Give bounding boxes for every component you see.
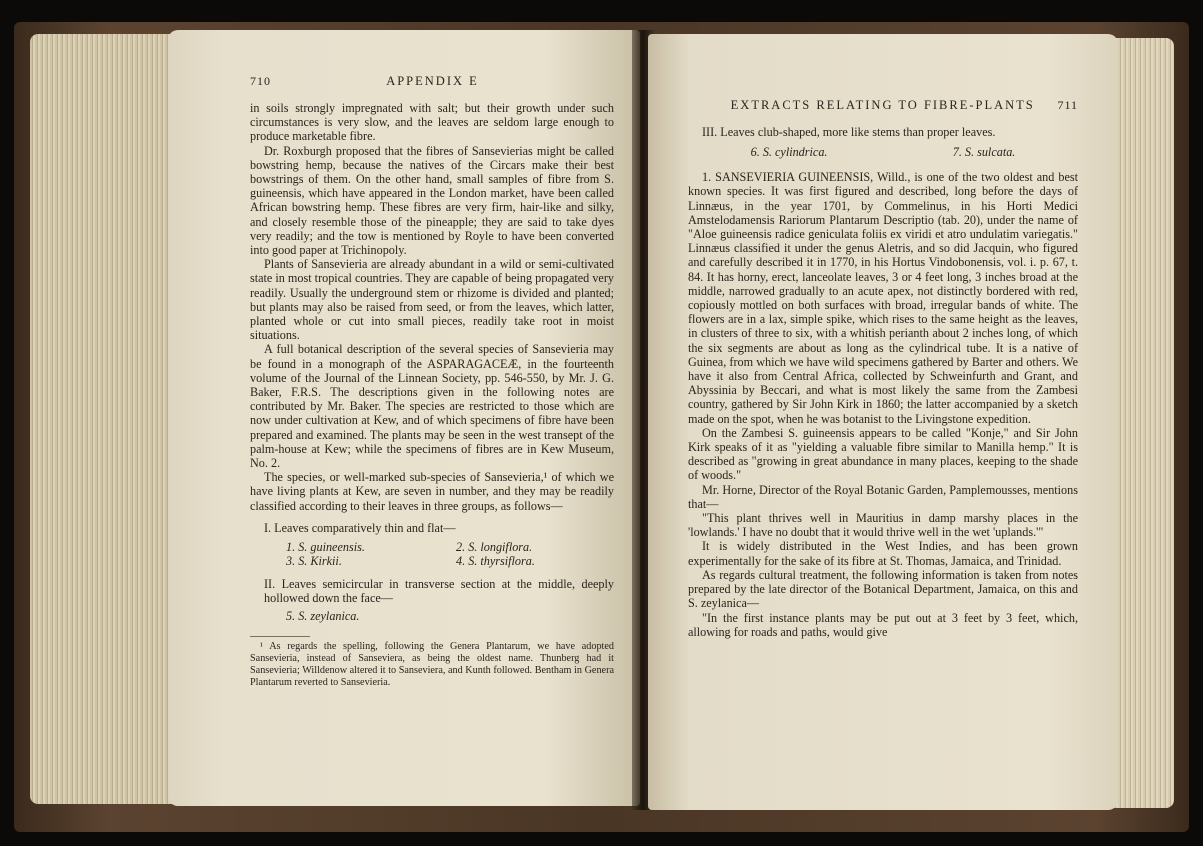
quotation: "This plant thrives well in Mauritius in damp marshy places in the 'lowlands.' I have no doubt that it would thrive well in the wet 'uplands.'"	[688, 511, 1078, 540]
running-head-right: EXTRACTS RELATING TO FIBRE-PLANTS	[730, 98, 1035, 112]
paragraph: As regards cultural treatment, the following information is taken from notes prepared by the late director of the Botanical Department, Jamaica, on this and S. zeylanica—	[688, 567, 1078, 611]
footnote	[250, 641, 614, 689]
footnote-rule	[250, 636, 310, 637]
paragraph: The species, or well-marked sub-species of Sansevieria,¹ of which we have living plants at Kew, are seven in number, and they may be readily classified according to their leaves in three groups, as follows—	[250, 470, 614, 513]
species-item: 3. S. Kirkii.	[286, 554, 342, 569]
page-number-right: 711	[1057, 98, 1078, 112]
species-item: 1. S. guineensis.	[286, 539, 365, 554]
paragraph: Mr. Horne, Director of the Royal Botanic Garden, Pamplemousses, mentions that—	[688, 482, 1078, 511]
group-1-heading: I. Leaves comparatively thin and flat—	[264, 520, 456, 535]
paragraph: On the Zambesi S. guineensis appears to be called "Konje," and Sir John Kirk speaks of it as "yielding a valuable fibre similar to Manilla hemp." It is described as "growing in great abundance in many places, keeping to the shade of woods."	[688, 425, 1078, 483]
paragraph: in soils strongly impregnated with salt; but their growth under such circumstances is very slow, and the leaves are seldom large enough to produce marketable fibre.	[250, 101, 614, 144]
species-item: 4. S. thyrsiflora.	[456, 554, 535, 569]
running-head-left: APPENDIX E	[386, 74, 479, 88]
paragraph: Dr. Roxburgh proposed that the fibres of Sansevierias might be called bowstring hemp, because the natives of the Circars make their best bowstrings of them. On the other hand, small samples of fibre from S. guineensis, which have appeared in the London market, have been called African bowstring hemp. These fibres are very firm, hair-like and silky, and closely resemble those of the pineapple; they are said to take dyes very readily; and the tow is mentioned by Royle to have been converted into good paper at Trichinopoly.	[250, 143, 614, 258]
group-3-species-list	[688, 145, 1078, 160]
species-item: 7. S. sulcata.	[952, 145, 1016, 160]
group-3-heading	[688, 125, 1078, 139]
page-edges-left	[30, 34, 180, 804]
group-2-species: 5. S. zeylanica.	[286, 609, 360, 624]
group-2-heading: II. Leaves semicircular in transverse section at the middle, deeply hollowed down the face—	[264, 576, 614, 606]
left-body-text	[250, 101, 614, 513]
species-item: 6. S. cylindrica.	[750, 145, 828, 160]
right-page	[648, 34, 1118, 810]
footnote-text: ¹ As regards the spelling, following the Genera Plantarum, we have adopted Sansevieria, instead of Sanseviera, as being the oldest name. Thunberg had it Sansevieria; Willdenow altered it to Sanseviera, and Kunth followed. Bentham in Genera Plantarum reverted to Sansevieria.	[250, 641, 614, 689]
left-page-header	[250, 74, 614, 89]
paragraph: It is widely distributed in the West Indies, and has been grown experimentally for the sake of its fibre at St. Thomas, Jamaica, and Trinidad.	[688, 539, 1078, 568]
left-page	[168, 30, 640, 806]
group-3-heading-text: III. Leaves club-shaped, more like stems than proper leaves.	[702, 125, 996, 139]
species-item: 2. S. longiflora.	[456, 539, 533, 554]
paragraph: 1. SANSEVIERIA GUINEENSIS, Willd., is one of the two oldest and best known species. It was first figured and described, long before the days of Linnæus, in the year 1701, by Commelinus, in his Horti Medici Amstelodamensis Rariorum Plantarum Descriptio (tab. 20), under the name of "Aloe guineensis radice geniculata foliis ex viridi et atro undulatim variegatis." Linnæus classified it under the genus Aletris, and so did Jacquin, who figured and carefully described it in 1770, in his Hortus Vindobonensis, vol. i. p. 67, t. 84. It has horny, erect, lanceolate leaves, 3 or 4 feet long, 3 inches broad at the middle, narrowed gradually to an acute apex, not distinctly bordered with red, copiously mottled on both surfaces with broad, irregular bands of white. The flowers are in a lax, simple spike, which rises to the same height as the leaves, in clusters of three to six, with a whitish perianth about 2 inches long, of which the six segments are about as long as the cylindrical tube. It is a native of Guinea, from which we have wild specimens gathered by Barter and others. We have it also from Central Africa, collected by Schweinfurth and Grant, and Abyssinia by Beccari, and what is most likely the same from the Zambesi country, gathered by Sir John Kirk in 1860; the latter accompanied by a sketch made on the spot, when he was botanist to the Livingstone expedition.	[688, 170, 1078, 426]
page-number-left: 710	[250, 74, 271, 88]
right-body-text	[688, 170, 1078, 639]
quotation: "In the first instance plants may be put out at 3 feet by 3 feet, which, allowing for roads and paths, would give	[688, 610, 1078, 639]
paragraph: A full botanical description of the several species of Sansevieria may be found in a monograph of the ASPARAGACEÆ, in the fourteenth volume of the Journal of the Linnean Society, pp. 546-550, by Mr. J. G. Baker, F.R.S. The descriptions given in the following notes are contributed by Mr. Baker. The species are restricted to those which are now under cultivation at Kew, and of which specimens of fibre have been prepared and examined. The plants may be seen in the west transept of the palm-house at Kew; while the specimens of fibres are in Kew Museum, No. 2.	[250, 342, 614, 471]
group-1-species-list	[250, 540, 614, 569]
right-page-header	[688, 98, 1078, 113]
paragraph: Plants of Sansevieria are already abundant in a wild or semi-cultivated state in most tropical countries. They are capable of being propagated very readily. Usually the underground stem or rhizome is divided and planted; but plants may also be raised from seed, or from the leaves, which latter, planted whole or cut into small pieces, readily take root in moist situations.	[250, 257, 614, 343]
